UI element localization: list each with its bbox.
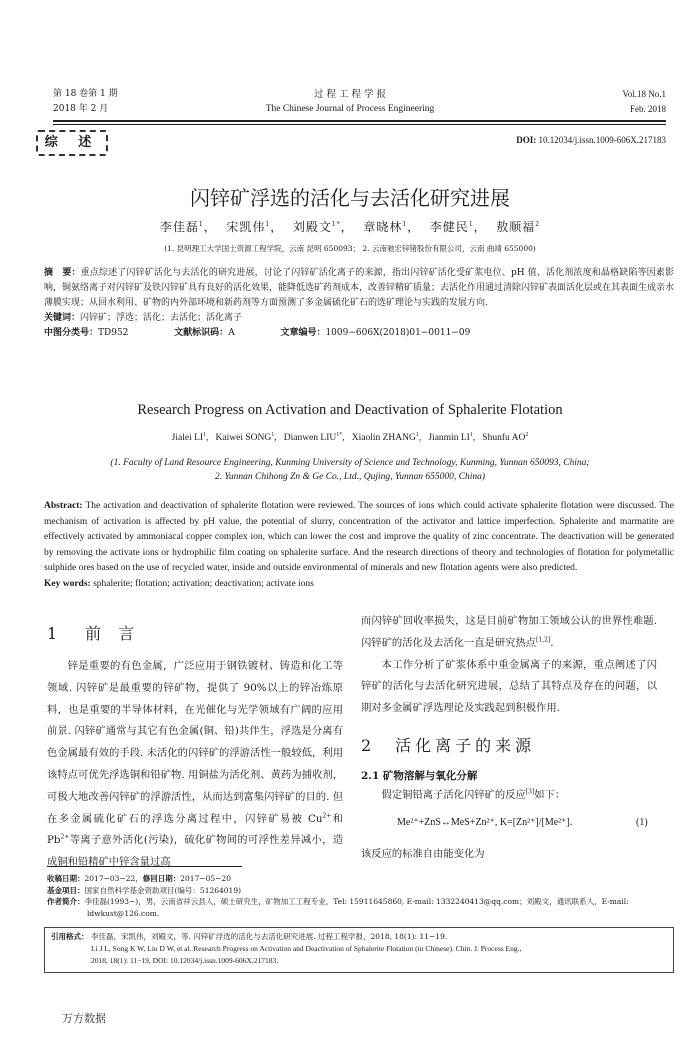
authors-cn: 李佳磊$^1$， 宋凯伟$^1$， 刘殿文$^{1*}$， 章晓林$^1$， 李健民$^1$， 敖顺福$^2$ [159,220,541,234]
author: Xiaolin ZHANG [351,433,416,443]
citation-box [44,927,674,973]
clc-value: TD952 [98,328,129,338]
received-label: 收稿日期： [47,874,85,883]
doi[interactable] [516,135,666,145]
author: Kaiwei SONG [215,433,272,443]
para-text: 假定铜铅离子活化闪锌矿的反应 [381,789,526,801]
author-sup: 1 [402,221,408,228]
author: Jianmin LI [428,433,470,443]
author-sup: 1 [469,431,473,438]
date-en: Feb. 2018 [630,104,666,114]
date-cn: 2018 年 2 月 [53,104,109,114]
affiliation-cn: (1. 昆明理工大学国土资源工程学院，云南 昆明 650093； 2. 云南驰宏锌锗股份有限公司，云南 曲靖 655000) [164,244,536,253]
doi-label: DOI: [516,135,537,145]
citation-ref[interactable]: [3] [525,788,535,796]
doi-value[interactable]: 10.12034/j.issn.1009-606X.217183 [538,135,666,145]
para-text: 和 Pb [47,812,343,847]
volume-issue-cn: 第 18 卷第 1 期 [53,89,118,99]
para-text: 锌是重要的有色金属，广泛应用于钢铁镀材、铸造和化工等领域. 闪锌矿是最重要的锌矿物，提供了 90%以上的锌冶炼原料，也是重要的半导体材料，在光催化与光学领域有广阔的应用前景. 闪锌矿通常与其它有色金属(铜、铅)共伴生，浮选是分离有色金属最有效的手段. 未活化的闪锌矿的浮游活性一般较低，利用该特点可优先浮选铜和铅矿物. 用铜盐为活化剂、黄药为捕收剂，可极大地改善闪锌矿的浮游活性，从而达到富集闪锌矿的目的. 但在多金属硫化矿石的浮选分离过程中，闪锌矿易被 Cu [47,660,343,825]
revised-date: 2017−05−20 [180,874,231,883]
author: 李健民 [429,220,469,234]
received-date: 2017−03−22， [84,874,143,883]
section-1-heading: 1 前 言 [47,624,141,643]
header-rule-thick [53,120,666,122]
citation-ref[interactable]: [1,2] [536,636,551,644]
author: Dianwen LIU [283,433,337,443]
revised-label: 修回日期： [142,874,181,883]
author: 刘殿文 [292,220,332,234]
affiliation-en-line1: (1. Faculty of Land Resource Engineering, Kunming University of Science and Technology, Kunming, Yunnan 650093, China; [110,458,590,468]
equation-1: Me²⁺+ZnS↔MeS+Zn²⁺, K=[Zn²⁺]/[Me²⁺]. [397,817,573,828]
section-2-1-para [361,785,657,807]
author: 李佳磊 [159,220,199,234]
author: Jialei LI [171,433,204,443]
abstract-cn-text: 重点综述了闪锌矿活化与去活化的研究进展，讨论了闪锌矿活化离子的来源，指出闪锌矿活化受矿浆电位、pH 值、活化剂浓度和晶格缺陷等因素影响，铜氨络离子对闪锌矿及铁闪锌矿具有良好的活化效果，能降低选矿药剂成本，改善锌精矿质量；去活化作用通过清除闪锌矿表面活化层或在其表面生成亲水薄膜实现；从回水利用、矿物的内外部环境和新药剂等方面预测了多金属硫化矿石的选矿理论与实践的发展方向. [44,268,675,308]
superscript: 2+ [322,812,332,820]
doc-code-label: 文献标识码： [174,328,229,338]
fund-text: 国家自然科学基金资助项目(编号：51264019) [84,885,242,895]
superscript: 2+ [60,833,70,841]
author-sup: 2 [525,431,529,438]
section-1-para-2: 本工作分析了矿浆体系中重金属离子的来源，重点阐述了闪锌矿的活化与去活化研究进展，总结了其特点及存在的问题，以期对多金属矿浮选理论及实践起到积极作用. [361,658,657,715]
author-sup: 1 [198,221,204,228]
citation-en-line2: 2018, 18(1): 11−19, DOI: 10.12034/j.issn.1009-606X.217183. [91,956,279,965]
header-rule-thin [53,124,666,125]
author-sup: 1* [331,221,341,228]
author-sup: 1 [415,431,419,438]
author: 宋凯伟 [226,220,266,234]
footnote-rule [47,866,242,867]
authors-en: Jialei $LI^1$, Kaiwei SONG$^1$, Dianwen $LIU^{1*}$, Xiaolin ZHANG$^1$, Jianmin $LI^1$, Shunfu $AO^2$ [171,431,529,443]
para-text: 等离子意外活化(污染)，硫化矿物间的可浮性差异减小，造成铜和铅精矿中锌含量过高 [47,834,343,869]
affiliation-en [0,456,700,484]
watermark-footer: 万方数据 [62,1012,106,1025]
citation-en-line1: Li J L, Song K W, Liu D W, et al. Research Progress on Activation and Deactivation of Sphalerite Flotation (in Chinese). Chin. J. Process Eng., [91,944,522,953]
doc-code-value: A [228,328,235,338]
citation-cn: 李佳磊，宋凯伟，刘殿文，等. 闪锌矿浮选的活化与去活化研究进展. 过程工程学报，2018, 18(1): 11−19. [91,932,448,941]
author-bio-text: 李佳磊(1993−)，男，云南省祥云县人，硕士研究生，矿物加工工程专业，Tel: 15911645860, E-mail: 1332240413@qq.com；刘殿文，通讯联系人，E-mail: ldwkust@126.com. [84,897,629,918]
keywords-en: sphalerite; flotation; activation; deactivation; activate ions [93,578,314,589]
review-badge: 综 述 [36,130,108,156]
author: 敖顺福 [496,220,536,234]
right-column [361,611,657,720]
abstract-cn [44,266,674,341]
author-bio-label: 作者简介： [47,897,85,906]
equation-number: (1) [636,817,648,828]
author-sup: 1 [271,431,275,438]
journal-name-en: The Chinese Journal of Process Engineering [265,104,435,114]
para-text: 而闪锌矿回收率损失，这是目前矿物加工领域公认的世界性难题. 闪锌矿的活化及去活化一直是研究热点 [361,615,657,649]
para-text: . [550,636,554,649]
section-2-1-after-equation: 该反应的标准自由能变化为 [361,848,485,860]
abstract-en [44,499,674,592]
clc-label: 中图分类号： [44,328,99,338]
author: 章晓林 [363,220,403,234]
article-no-label: 文章编号： [280,328,326,338]
journal-name-cn: 过 程 工 程 学 报 [313,89,387,100]
author-sup: 1 [468,221,474,228]
section-1-para-1 [47,656,343,874]
fund-label: 基金项目： [47,885,85,895]
keywords-en-label: Key words: [44,578,91,589]
keywords-cn: 闪锌矿；浮选；活化；去活化；活化离子 [80,313,243,323]
abstract-en-text: The activation and deactivation of sphalerite flotation were reviewed. The sources of ions which could activate sphalerite flotation were discussed. The mechanism of activation is affected by pH value, the potential of slurry, concentration of the activator and lattice imperfection. Sphalerite and marmatite are effectively activated by ammoniacal copper complex ion, which can lower the cost and improve the quality of zinc concentrate. The deactivation will be generated by removing the activate ions or hydrophilic film coating on sphalerite surface. And the research directions of theory and technologies of flotation for polymetallic sulphide ores based on the use of recycled water, inside and outside environmental of minerals and new flotation agents were also predicted. [44,501,674,573]
author-sup: 1* [336,431,343,438]
footnotes [47,873,677,919]
subsection-2-1-heading: 2.1 矿物溶解与氧化分解 [361,770,478,782]
author-sup: 2 [535,221,541,228]
citation-label: 引用格式： [51,932,89,941]
abstract-en-label: Abstract: [44,501,83,511]
author-sup: 1 [265,221,271,228]
section-1-para-1-cont [361,611,657,655]
keywords-cn-label: 关键词： [44,313,81,323]
affiliation-en-line2: 2. Yunnan Chihong Zn & Ge Co., Ltd., Qujing, Yunnan 655000, China) [214,472,486,482]
author-sup: 1 [203,431,207,438]
abstract-cn-label: 摘 要： [44,268,81,278]
para-text: 如下： [534,789,566,801]
article-no-value: 1009−606X(2018)01−0011−09 [325,328,471,338]
volume-issue-en: Vol.18 No.1 [622,89,666,99]
author: Shunfu AO [482,433,526,443]
title-en: Research Progress on Activation and Deactivation of Sphalerite Flotation [137,402,563,418]
title-cn: 闪锌矿浮选的活化与去活化研究进展 [190,186,510,210]
section-2-heading: 2 活化离子的来源 [361,736,536,755]
